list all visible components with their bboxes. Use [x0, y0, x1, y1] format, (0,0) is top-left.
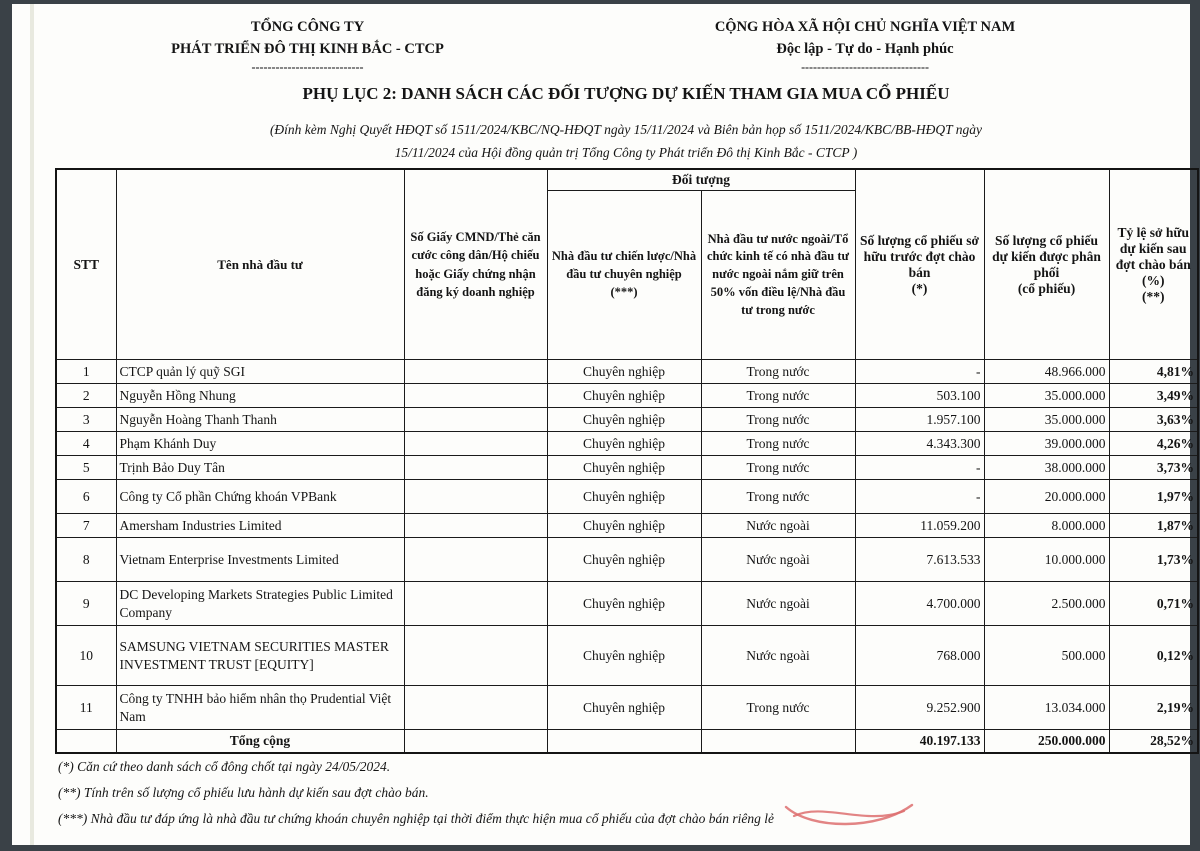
total-shares-before: 40.197.133 [855, 730, 984, 754]
row-6-id-doc [404, 480, 547, 514]
row-2-shares-allocated: 35.000.000 [984, 384, 1109, 408]
national-motto-header [655, 16, 1075, 74]
row-2-investor-type: Chuyên nghiệp [547, 384, 701, 408]
subtitle-line1: (Đính kèm Nghị Quyết HĐQT số 1511/2024/KBC/NQ-HĐQT ngày 15/11/2024 và Biên bản họp số 1511/2024/KBC/BB-HĐQT ngày [269, 122, 983, 137]
row-1-investor-name: CTCP quản lý quỹ SGI [116, 360, 404, 384]
row-7-investor-name: Amersham Industries Limited [116, 514, 404, 538]
row-11-id-doc [404, 686, 547, 730]
table-row [56, 432, 1198, 456]
row-5-id-doc [404, 456, 547, 480]
row-11-investor-type: Chuyên nghiệp [547, 686, 701, 730]
row-2-ownership-after: 3,49% [1109, 384, 1198, 408]
table-row [56, 686, 1198, 730]
row-10-ownership-after: 0,12% [1109, 626, 1198, 686]
row-1-id-doc [404, 360, 547, 384]
row-1-origin: Trong nước [701, 360, 855, 384]
row-4-ownership-after: 4,26% [1109, 432, 1198, 456]
row-3-investor-type: Chuyên nghiệp [547, 408, 701, 432]
row-6-stt: 6 [56, 480, 116, 514]
row-7-shares-before: 11.059.200 [855, 514, 984, 538]
footnotes [58, 754, 1178, 832]
row-2-shares-before: 503.100 [855, 384, 984, 408]
row-8-investor-type: Chuyên nghiệp [547, 538, 701, 582]
row-8-stt: 8 [56, 538, 116, 582]
row-10-shares-before: 768.000 [855, 626, 984, 686]
row-11-origin: Trong nước [701, 686, 855, 730]
row-10-shares-allocated: 500.000 [984, 626, 1109, 686]
row-7-shares-allocated: 8.000.000 [984, 514, 1109, 538]
col-header-investor-name: Tên nhà đầu tư [116, 169, 404, 360]
row-5-shares-before: - [855, 456, 984, 480]
col-header-shares-before: Số lượng cổ phiếu sở hữu trước đợt chào bán (*) [855, 169, 984, 360]
row-10-investor-type: Chuyên nghiệp [547, 626, 701, 686]
row-9-origin: Nước ngoài [701, 582, 855, 626]
row-4-stt: 4 [56, 432, 116, 456]
row-1-investor-type: Chuyên nghiệp [547, 360, 701, 384]
row-5-investor-type: Chuyên nghiệp [547, 456, 701, 480]
row-4-shares-before: 4.343.300 [855, 432, 984, 456]
row-6-origin: Trong nước [701, 480, 855, 514]
row-8-investor-name: Vietnam Enterprise Investments Limited [116, 538, 404, 582]
company-header-divider: ---------------------------- [251, 60, 364, 74]
row-7-stt: 7 [56, 514, 116, 538]
row-8-origin: Nước ngoài [701, 538, 855, 582]
col-header-origin: Nhà đầu tư nước ngoài/Tổ chức kinh tế có nhà đầu tư nước ngoài nắm giữ trên 50% vốn điều lệ/Nhà đầu tư trong nước [701, 191, 855, 360]
row-3-origin: Trong nước [701, 408, 855, 432]
row-4-investor-type: Chuyên nghiệp [547, 432, 701, 456]
row-7-id-doc [404, 514, 547, 538]
red-pen-annotation-mark [780, 800, 920, 834]
row-11-stt: 11 [56, 686, 116, 730]
header-group-row [56, 169, 1198, 191]
total-row [56, 730, 1198, 754]
document-page [12, 4, 1194, 845]
page-title: PHỤ LỤC 2: DANH SÁCH CÁC ĐỐI TƯỢNG DỰ KIẾN THAM GIA MUA CỔ PHIẾU [302, 84, 950, 103]
row-4-shares-allocated: 39.000.000 [984, 432, 1109, 456]
footnote-1: (*) Căn cứ theo danh sách cổ đông chốt tại ngày 24/05/2024. [58, 759, 391, 774]
company-name-line2: PHÁT TRIỂN ĐÔ THỊ KINH BẮC - CTCP [171, 41, 444, 57]
row-11-shares-allocated: 13.034.000 [984, 686, 1109, 730]
col-header-stt: STT [56, 169, 116, 360]
footnote-2: (**) Tính trên số lượng cổ phiếu lưu hành dự kiến sau đợt chào bán. [58, 785, 429, 800]
page-subtitle [55, 118, 1197, 164]
row-10-id-doc [404, 626, 547, 686]
row-9-investor-name: DC Developing Markets Strategies Public Limited Company [116, 582, 404, 626]
table-row [56, 360, 1198, 384]
row-7-investor-type: Chuyên nghiệp [547, 514, 701, 538]
row-2-origin: Trong nước [701, 384, 855, 408]
row-10-investor-name: SAMSUNG VIETNAM SECURITIES MASTER INVESTMENT TRUST [EQUITY] [116, 626, 404, 686]
table-row [56, 408, 1198, 432]
subtitle-line2: 15/11/2024 của Hội đồng quản trị Tổng Công ty Phát triển Đô thị Kinh Bắc - CTCP ) [394, 145, 858, 160]
row-5-investor-name: Trịnh Bảo Duy Tân [116, 456, 404, 480]
investors-table [55, 168, 1199, 754]
row-3-investor-name: Nguyễn Hoàng Thanh Thanh [116, 408, 404, 432]
row-4-investor-name: Phạm Khánh Duy [116, 432, 404, 456]
col-header-ownership-after: Tỷ lệ sở hữu dự kiến sau đợt chào bán (%) (**) [1109, 169, 1198, 360]
row-8-id-doc [404, 538, 547, 582]
national-motto: Độc lập - Tự do - Hạnh phúc [776, 41, 954, 57]
row-1-ownership-after: 4,81% [1109, 360, 1198, 384]
row-10-origin: Nước ngoài [701, 626, 855, 686]
total-label: Tổng cộng [116, 730, 404, 754]
footnote-3: (***) Nhà đầu tư đáp ứng là nhà đầu tư chứng khoán chuyên nghiệp tại thời điểm thực hiện mua cổ phiếu của đợt chào bán riêng lẻ [58, 811, 774, 826]
row-2-id-doc [404, 384, 547, 408]
investor-table-body [56, 360, 1198, 730]
row-10-stt: 10 [56, 626, 116, 686]
row-6-investor-type: Chuyên nghiệp [547, 480, 701, 514]
col-header-investor-type: Nhà đầu tư chiến lược/Nhà đầu tư chuyên nghiệp (***) [547, 191, 701, 360]
col-header-shares-allocated: Số lượng cổ phiếu dự kiến được phân phối (cổ phiếu) [984, 169, 1109, 360]
row-5-origin: Trong nước [701, 456, 855, 480]
row-11-ownership-after: 2,19% [1109, 686, 1198, 730]
row-11-investor-name: Công ty TNHH bảo hiểm nhân thọ Prudential Việt Nam [116, 686, 404, 730]
row-9-investor-type: Chuyên nghiệp [547, 582, 701, 626]
row-3-shares-allocated: 35.000.000 [984, 408, 1109, 432]
row-6-shares-before: - [855, 480, 984, 514]
row-3-shares-before: 1.957.100 [855, 408, 984, 432]
row-3-stt: 3 [56, 408, 116, 432]
table-row [56, 538, 1198, 582]
row-1-stt: 1 [56, 360, 116, 384]
national-title: CỘNG HÒA XÃ HỘI CHỦ NGHĨA VIỆT NAM [714, 19, 1016, 35]
total-origin-empty [701, 730, 855, 754]
row-9-shares-allocated: 2.500.000 [984, 582, 1109, 626]
row-9-ownership-after: 0,71% [1109, 582, 1198, 626]
table-row [56, 456, 1198, 480]
row-3-id-doc [404, 408, 547, 432]
table-row [56, 514, 1198, 538]
row-4-id-doc [404, 432, 547, 456]
row-9-stt: 9 [56, 582, 116, 626]
row-6-shares-allocated: 20.000.000 [984, 480, 1109, 514]
row-1-shares-allocated: 48.966.000 [984, 360, 1109, 384]
table-row [56, 582, 1198, 626]
col-header-group-doi-tuong: Đối tượng [547, 169, 855, 191]
row-8-shares-before: 7.613.533 [855, 538, 984, 582]
national-header-divider: -------------------------------- [801, 60, 929, 74]
row-8-shares-allocated: 10.000.000 [984, 538, 1109, 582]
row-2-investor-name: Nguyễn Hồng Nhung [116, 384, 404, 408]
row-9-id-doc [404, 582, 547, 626]
total-id-empty [404, 730, 547, 754]
total-stt-empty [56, 730, 116, 754]
total-ownership-after: 28,52% [1109, 730, 1198, 754]
row-6-ownership-after: 1,97% [1109, 480, 1198, 514]
row-2-stt: 2 [56, 384, 116, 408]
row-8-ownership-after: 1,73% [1109, 538, 1198, 582]
row-1-shares-before: - [855, 360, 984, 384]
row-5-stt: 5 [56, 456, 116, 480]
company-header [80, 16, 535, 74]
table-row [56, 384, 1198, 408]
row-7-origin: Nước ngoài [701, 514, 855, 538]
table-row [56, 626, 1198, 686]
total-shares-allocated: 250.000.000 [984, 730, 1109, 754]
row-6-investor-name: Công ty Cổ phần Chứng khoán VPBank [116, 480, 404, 514]
scan-page-edge [30, 4, 34, 845]
row-7-ownership-after: 1,87% [1109, 514, 1198, 538]
total-type-empty [547, 730, 701, 754]
company-name-line1: TỔNG CÔNG TY [250, 19, 365, 35]
row-11-shares-before: 9.252.900 [855, 686, 984, 730]
row-4-origin: Trong nước [701, 432, 855, 456]
row-9-shares-before: 4.700.000 [855, 582, 984, 626]
table-row [56, 480, 1198, 514]
col-header-id-doc: Số Giấy CMND/Thẻ căn cước công dân/Hộ chiếu hoặc Giấy chứng nhận đăng ký doanh nghiệp [404, 169, 547, 360]
row-3-ownership-after: 3,63% [1109, 408, 1198, 432]
row-5-ownership-after: 3,73% [1109, 456, 1198, 480]
row-5-shares-allocated: 38.000.000 [984, 456, 1109, 480]
